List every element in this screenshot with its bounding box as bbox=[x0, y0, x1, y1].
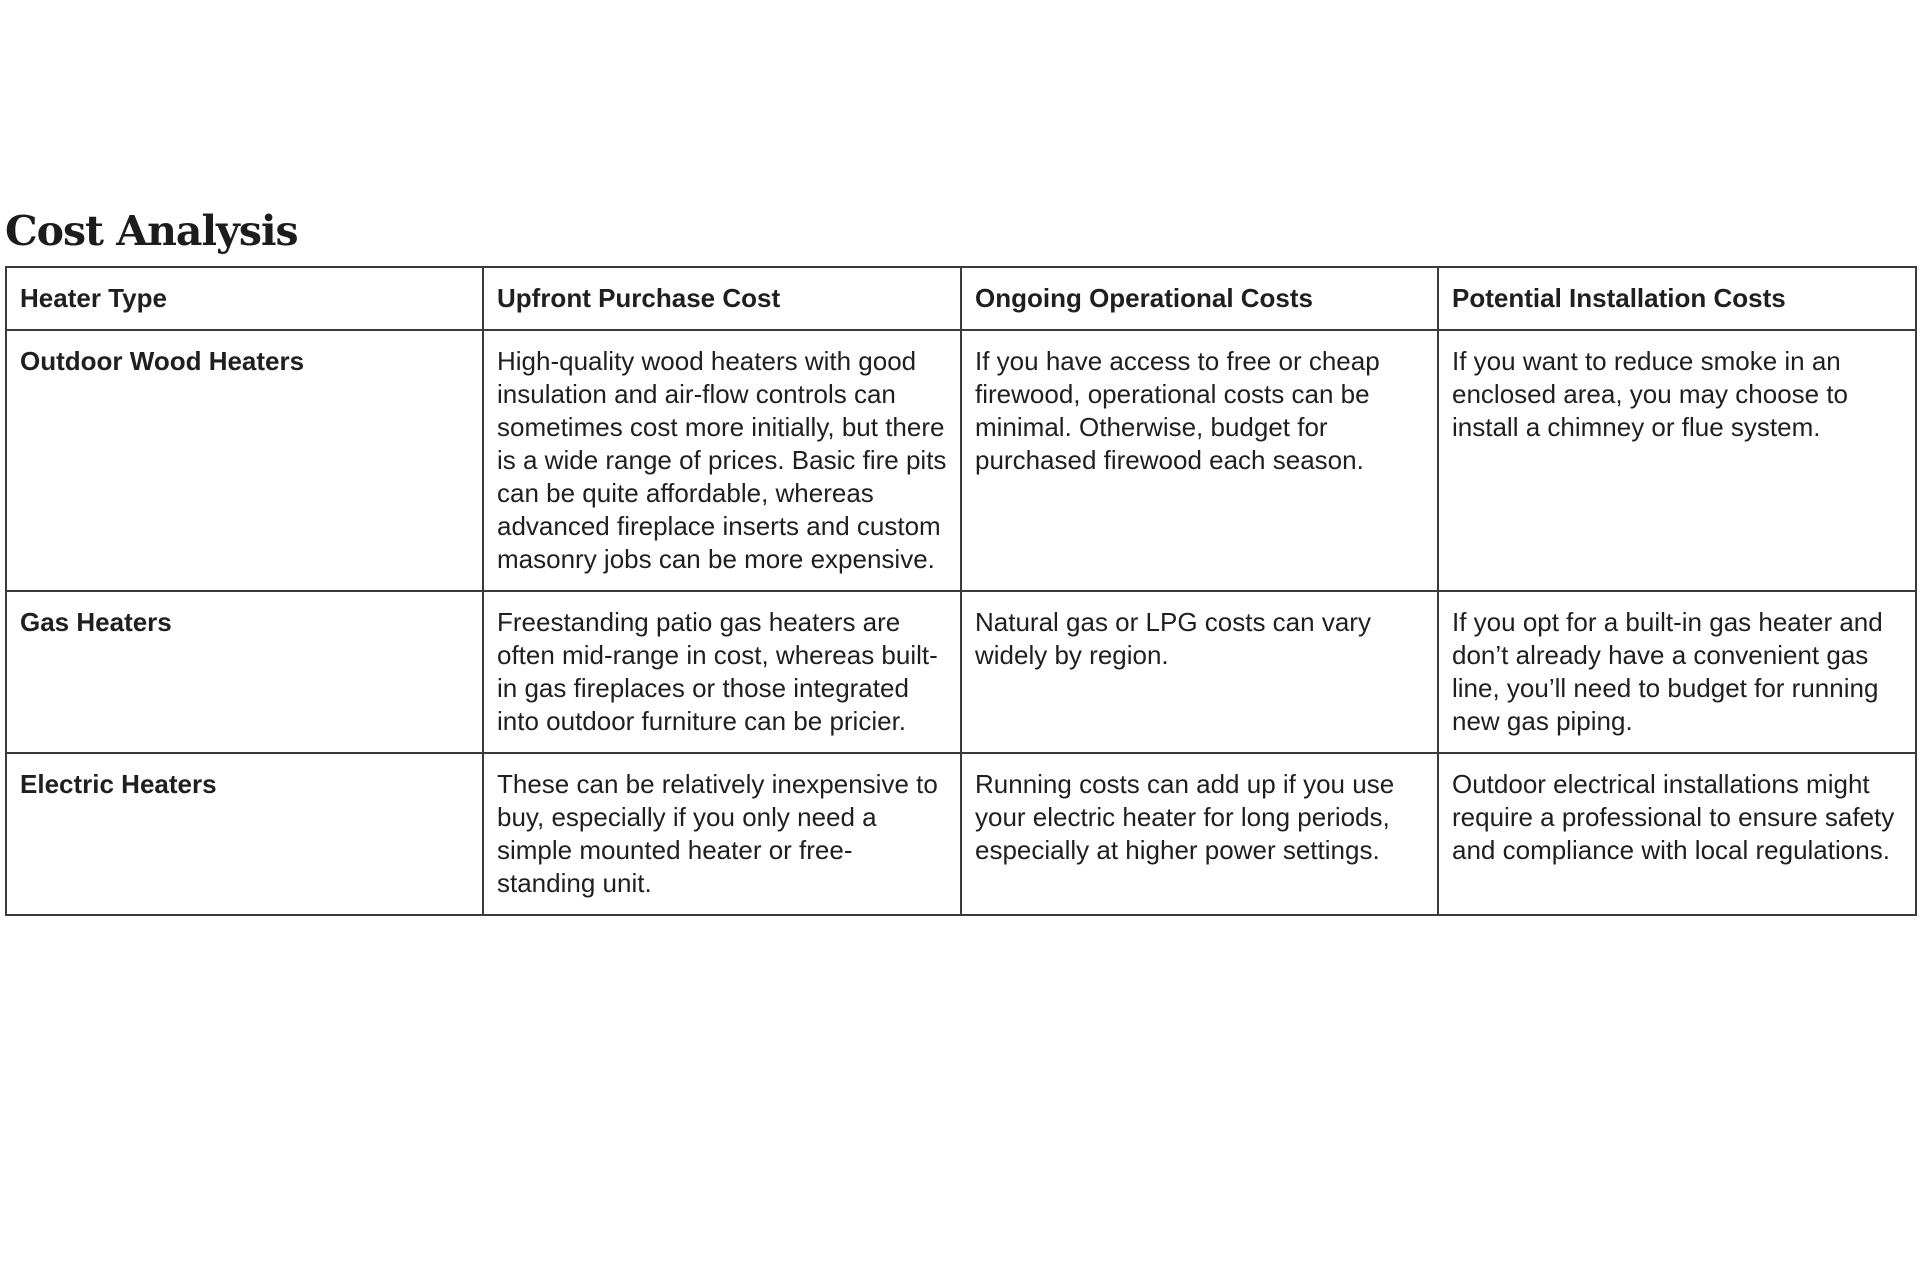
table-row bbox=[6, 591, 1916, 753]
cell-operational-costs: Natural gas or LPG costs can vary widely by region. bbox=[961, 591, 1438, 753]
cell-upfront-cost: Freestanding patio gas heaters are often mid-range in cost, whereas built-in gas fireplaces or those integrated into outdoor furniture can be pricier. bbox=[483, 591, 961, 753]
cell-upfront-cost: These can be relatively inexpensive to buy, especially if you only need a simple mounted heater or free-standing unit. bbox=[483, 753, 961, 915]
cell-installation-costs: Outdoor electrical installations might require a professional to ensure safety and compliance with local regulations. bbox=[1438, 753, 1916, 915]
table-row bbox=[6, 330, 1916, 591]
table-header-row bbox=[6, 267, 1916, 330]
header-upfront-cost: Upfront Purchase Cost bbox=[483, 267, 961, 330]
cell-installation-costs: If you want to reduce smoke in an enclosed area, you may choose to install a chimney or flue system. bbox=[1438, 330, 1916, 591]
header-operational-costs: Ongoing Operational Costs bbox=[961, 267, 1438, 330]
cell-heater-type: Outdoor Wood Heaters bbox=[6, 330, 483, 591]
cell-heater-type: Electric Heaters bbox=[6, 753, 483, 915]
header-installation-costs: Potential Installation Costs bbox=[1438, 267, 1916, 330]
page-title: Cost Analysis bbox=[5, 207, 298, 255]
table-row bbox=[6, 753, 1916, 915]
cell-heater-type: Gas Heaters bbox=[6, 591, 483, 753]
header-heater-type: Heater Type bbox=[6, 267, 483, 330]
document bbox=[5, 207, 1915, 916]
cost-analysis-table bbox=[5, 266, 1917, 916]
cell-operational-costs: If you have access to free or cheap firewood, operational costs can be minimal. Otherwise, budget for purchased firewood each season. bbox=[961, 330, 1438, 591]
cell-upfront-cost: High-quality wood heaters with good insulation and air-flow controls can sometimes cost more initially, but there is a wide range of prices. Basic fire pits can be quite affordable, whereas advanced fireplace inserts and custom masonry jobs can be more expensive. bbox=[483, 330, 961, 591]
cell-operational-costs: Running costs can add up if you use your electric heater for long periods, especially at higher power settings. bbox=[961, 753, 1438, 915]
cell-installation-costs: If you opt for a built-in gas heater and don’t already have a convenient gas line, you’ll need to budget for running new gas piping. bbox=[1438, 591, 1916, 753]
